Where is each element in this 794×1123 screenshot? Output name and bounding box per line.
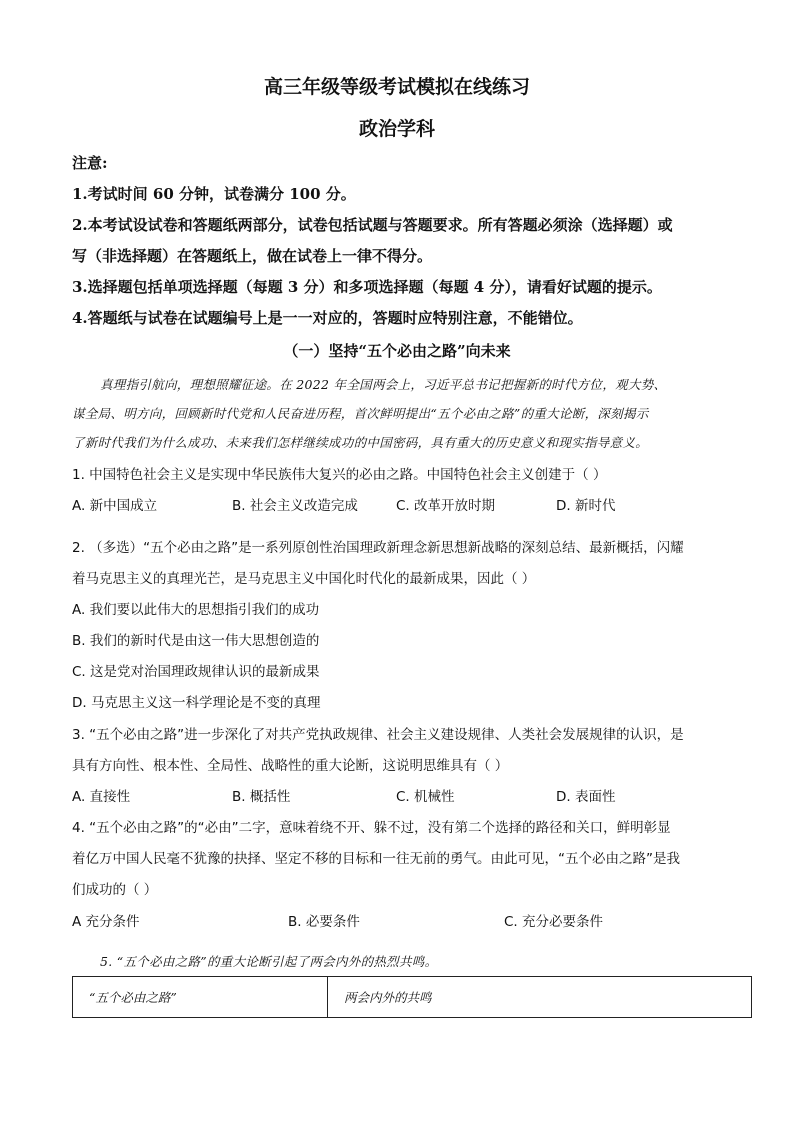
q2-option-c: C. 这是党对治国理政规律认识的最新成果 (72, 664, 320, 680)
notice-item-3: 3.选择题包括单项选择题（每题 3 分）和多项选择题（每题 4 分），请看好试题的提示。 (72, 278, 662, 296)
q2-stem-line-2: 着马克思主义的真理光芒，是马克思主义中国化时代化的最新成果，因此（ ） (72, 571, 536, 587)
exam-title: 高三年级等级考试模拟在线练习 (263, 76, 530, 98)
subject-title: 政治学科 (358, 118, 435, 140)
q4-option-c: C. 充分必要条件 (504, 914, 604, 930)
q3-option-b: B. 概括性 (232, 789, 291, 805)
q1-stem: 1. 中国特色社会主义是实现中华民族伟大复兴的必由之路。中国特色社会主义创建于（ ） (72, 467, 607, 483)
q3-stem-line-2: 具有方向性、根本性、全局性、战略性的重大论断，这说明思维具有（ ） (72, 758, 509, 774)
q1-option-b: B. 社会主义改造完成 (232, 498, 358, 514)
q2-option-d: D. 马克思主义这一科学理论是不变的真理 (72, 695, 321, 711)
q5-table-cell-right: 两会内外的共鸣 (344, 990, 432, 1005)
q4-stem-line-3: 们成功的（ ） (72, 882, 158, 898)
notice-label: 注意: (72, 154, 108, 172)
q1-option-d: D. 新时代 (556, 498, 616, 514)
intro-line-1: 真理指引航向，理想照耀征途。在 2022 年全国两会上，习近平总书记把握新的时代方位，观大势、 (100, 377, 667, 392)
q3-stem-line-1: 3. “五个必由之路”进一步深化了对共产党执政规律、社会主义建设规律、人类社会发展规律的认识，是 (72, 727, 684, 743)
q1-option-c: C. 改革开放时期 (396, 498, 496, 514)
q5-table (72, 976, 752, 1018)
q4-stem-line-1: 4. “五个必由之路”的“必由”二字，意味着绕不开、躲不过，没有第二个选择的路径和关口，鲜明彰显 (72, 820, 671, 836)
notice-item-4: 4.答题纸与试卷在试题编号上是一一对应的，答题时应特别注意，不能错位。 (72, 309, 583, 327)
intro-line-2: 谋全局、明方向，回顾新时代党和人民奋进历程，首次鲜明提出“五个必由之路”的重大论断，深刻揭示 (72, 406, 649, 421)
intro-line-3: 了新时代我们为什么成功、未来我们怎样继续成功的中国密码，具有重大的历史意义和现实指导意义。 (72, 435, 649, 450)
q4-stem-line-2: 着亿万中国人民毫不犹豫的抉择、坚定不移的目标和一往无前的勇气。由此可见，“五个必由之路”是我 (72, 851, 680, 867)
q4-option-b: B. 必要条件 (288, 914, 360, 930)
q3-option-d: D. 表面性 (556, 789, 616, 805)
section-title: （一）坚持“五个必由之路”向未来 (283, 342, 511, 360)
q2-option-b: B. 我们的新时代是由这一伟大思想创造的 (72, 633, 320, 649)
notice-item-2-cont: 写（非选择题）在答题纸上，做在试卷上一律不得分。 (72, 247, 433, 265)
notice-item-1: 1.考试时间 60 分钟，试卷满分 100 分。 (72, 185, 356, 203)
q5-stem: 5. “五个必由之路”的重大论断引起了两会内外的热烈共鸣。 (100, 954, 438, 969)
q5-table-cell-left: “五个必由之路” (73, 977, 328, 1017)
q2-stem-line-1: 2. （多选）“五个必由之路”是一系列原创性治国理政新理念新思想新战略的深刻总结、最新概括，闪耀 (72, 540, 684, 556)
q4-option-a: A 充分条件 (72, 914, 140, 930)
q2-option-a: A. 我们要以此伟大的思想指引我们的成功 (72, 602, 320, 618)
q3-option-a: A. 直接性 (72, 789, 131, 805)
notice-item-2: 2.本考试设试卷和答题纸两部分，试卷包括试题与答题要求。所有答题必须涂（选择题）或 (72, 216, 673, 234)
q1-option-a: A. 新中国成立 (72, 498, 158, 514)
q3-option-c: C. 机械性 (396, 789, 455, 805)
